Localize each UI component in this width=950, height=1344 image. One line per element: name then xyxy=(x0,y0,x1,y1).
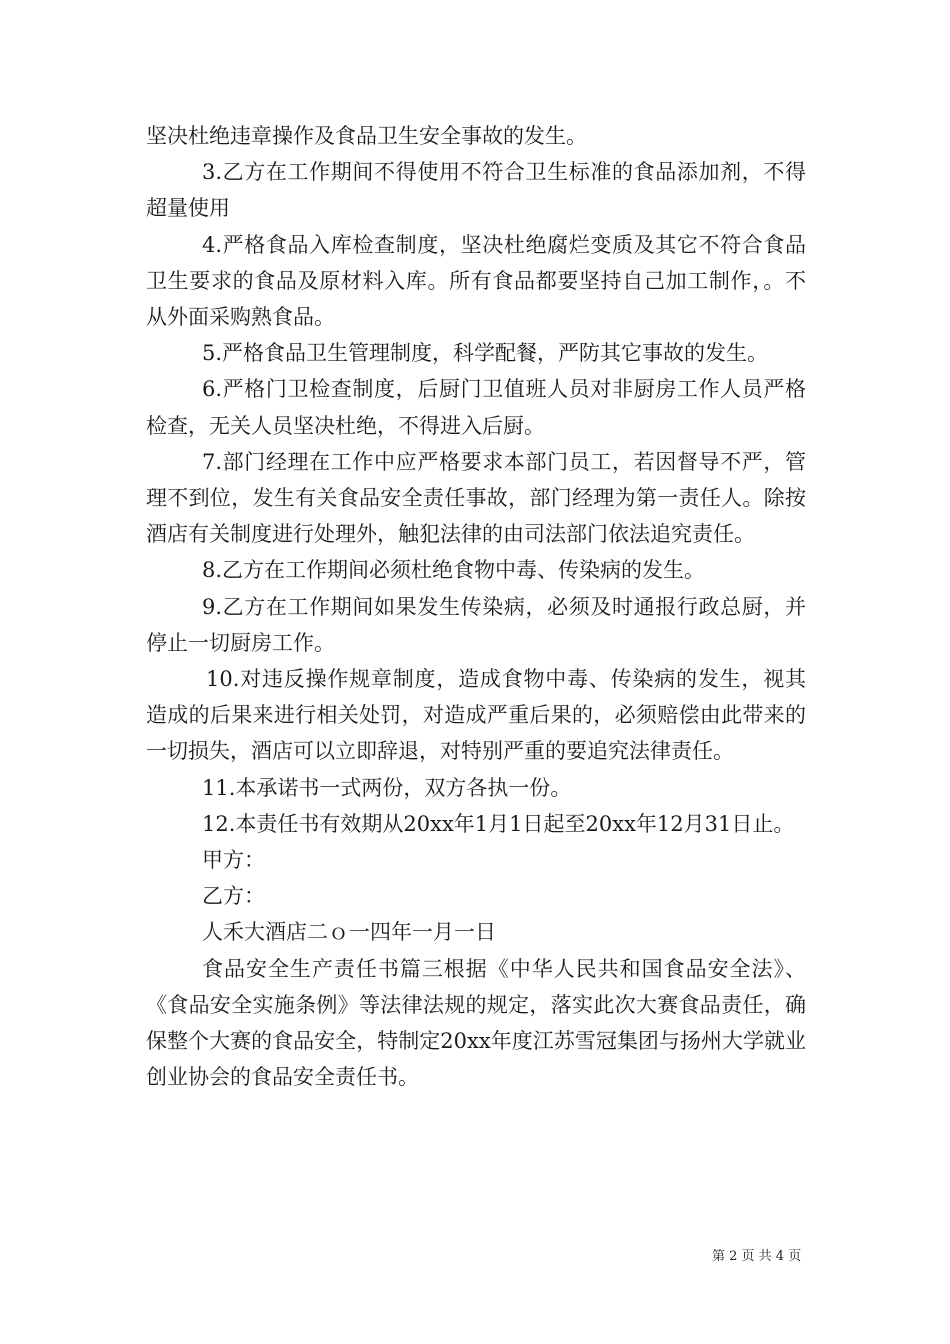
paragraph: 5.严格食品卫生管理制度，科学配餐，严防其它事故的发生。 xyxy=(202,341,769,366)
paragraph: 9.乙方在工作期间如果发生传染病，必须及时通报行政总厨，并停止一切厨房工作。 xyxy=(146,594,806,655)
paragraph: 8.乙方在工作期间必须杜绝食物中毒、传染病的发生。 xyxy=(202,558,706,583)
document-body xyxy=(146,118,806,1095)
paragraph: 6.严格门卫检查制度，后厨门卫值班人员对非厨房工作人员严格检查，无关人员坚决杜绝，不得进入后厨。 xyxy=(146,377,806,438)
signature-date-line: 人禾大酒店二ｏ一四年一月一日 xyxy=(202,920,496,945)
paragraph: 10.对违反操作规章制度，造成食物中毒、传染病的发生，视其造成的后果来进行相关处罚，对造成严重后果的，必须赔偿由此带来的一切损失，酒店可以立即辞退，对特别严重的要追究法律责任。 xyxy=(146,667,806,764)
paragraph: 3.乙方在工作期间不得使用不符合卫生标准的食品添加剂，不得超量使用 xyxy=(146,160,806,221)
page-number-footer: 第 2 页 共 4 页 xyxy=(712,1249,802,1264)
signature-party-b: 乙方： xyxy=(202,884,265,909)
paragraph: 坚决杜绝违章操作及食品卫生安全事故的发生。 xyxy=(146,124,587,148)
paragraph: 11.本承诺书一式两份，双方各执一份。 xyxy=(202,775,572,800)
paragraph: 12.本责任书有效期从20xx年1月1日起至20xx年12月31日止。 xyxy=(202,811,795,836)
signature-party-a: 甲方： xyxy=(202,848,265,873)
paragraph: 7.部门经理在工作中应严格要求本部门员工，若因督导不严，管理不到位，发生有关食品安全责任事故，部门经理为第一责任人。除按酒店有关制度进行处理外，触犯法律的由司法部门依法追究责任。 xyxy=(146,449,806,547)
paragraph: 食品安全生产责任书篇三根据《中华人民共和国食品安全法》、《食品安全实施条例》等法律法规的规定，落实此次大赛食品责任，确保整个大赛的食品安全，特制定20xx年度江苏雪冠集团与扬州大学就业创业协会的食品安全责任书。 xyxy=(146,956,806,1090)
paragraph: 4.严格食品入库检查制度，坚决杜绝腐烂变质及其它不符合食品卫生要求的食品及原材料入库。所有食品都要坚持自己加工制作，。不从外面采购熟食品。 xyxy=(146,232,806,330)
